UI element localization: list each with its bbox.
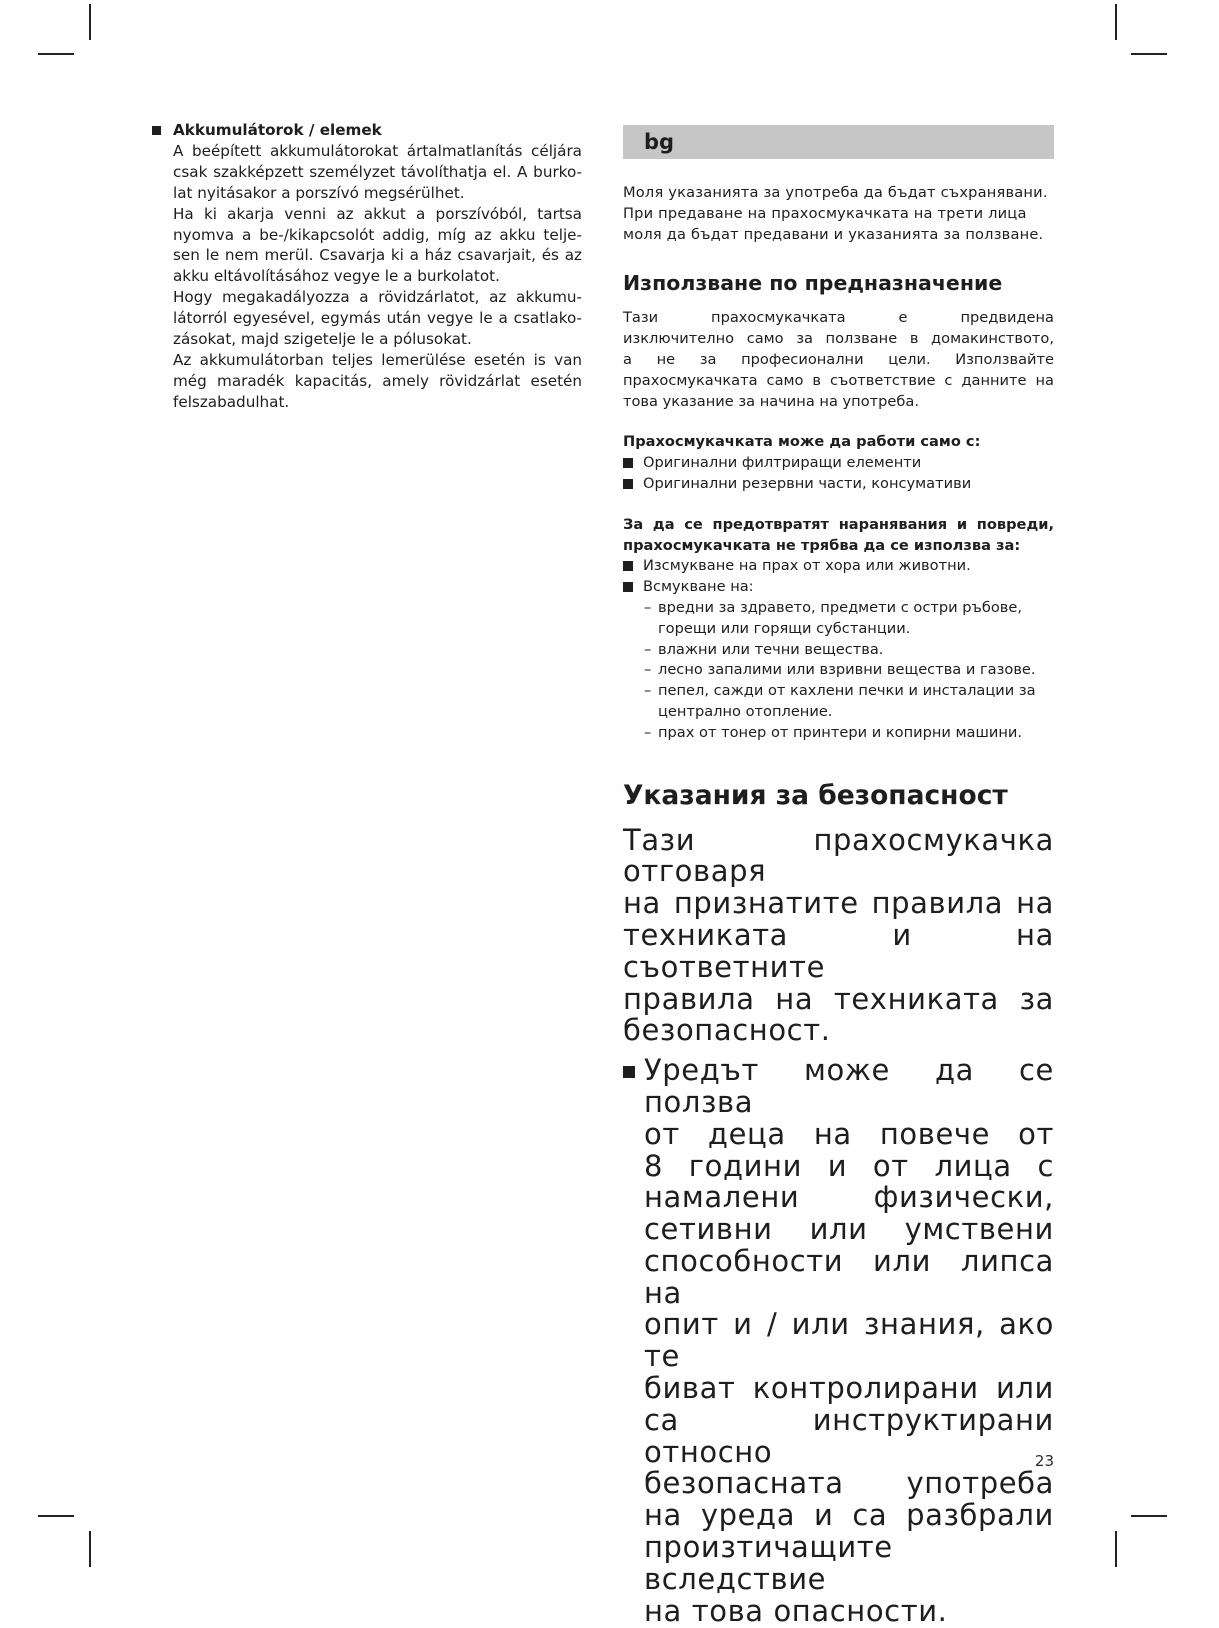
safety-bullet bbox=[623, 1055, 1054, 1627]
text-line: на признатите правила на bbox=[623, 886, 1054, 921]
text-line: безопасност. bbox=[623, 1013, 831, 1048]
text-line: Тази прахосмукачката е предвидена bbox=[623, 309, 1054, 327]
text-line: произтичащите вследствие bbox=[644, 1530, 893, 1596]
page-number: 23 bbox=[1034, 1452, 1054, 1470]
text-line: опит и / или знания, ако те bbox=[644, 1307, 1054, 1374]
text-line: са инструктирани относно bbox=[644, 1402, 1054, 1469]
list-item: Оригинални филтриращи елементи bbox=[623, 453, 1054, 474]
intro-paragraph bbox=[623, 183, 1054, 245]
text-line: а не за професионални цели. Използвайте bbox=[623, 350, 1054, 368]
dash-icon: – bbox=[644, 598, 652, 616]
text-line: felszabadulhat. bbox=[173, 392, 290, 411]
usage-paragraph bbox=[623, 308, 1054, 412]
dash-item bbox=[623, 681, 1054, 723]
dash-item bbox=[623, 660, 1054, 681]
text-line: централно отопление. bbox=[658, 702, 833, 720]
text-line: sen le nem merül. Csavarja ki a ház csavarjait, és az bbox=[173, 246, 582, 265]
text-line: lat nyitásakor a porszívó megsérülhet. bbox=[173, 183, 465, 202]
safety-heading: Указания за безопасност bbox=[623, 779, 1008, 811]
text-line: За да се предотвратят наранявания и повреди, bbox=[623, 515, 1054, 533]
list-item: Изсмукване на прах от хора или животни. bbox=[623, 556, 1054, 577]
text-line: правила на техниката за bbox=[623, 981, 1054, 1016]
text-line: пепел, сажди от кахлени печки и инсталации за bbox=[658, 682, 1036, 700]
list-item: Оригинални резервни части, консумативи bbox=[623, 474, 1054, 495]
text-line: zásokat, majd szigetelje le a pólusokat. bbox=[173, 330, 472, 349]
usage-heading: Използване по предназначение bbox=[623, 271, 1003, 296]
prevent-label bbox=[623, 515, 1054, 557]
text-line: Az akkumulátorban teljes lemerülése esetén is van bbox=[173, 350, 582, 369]
battery-text bbox=[152, 141, 582, 413]
text-line: на уреда и са разбрали bbox=[644, 1498, 1054, 1533]
dash-item bbox=[623, 598, 1054, 640]
text-line: Моля указанията за употреба да бъдат съхранявани. bbox=[623, 184, 1048, 201]
text-line: При предаване на прахосмукачката на трети лица bbox=[623, 204, 1027, 222]
works-with-label: Прахосмукачката може да работи само с: bbox=[623, 433, 981, 451]
text-line: влажни или течни вещества. bbox=[658, 640, 884, 658]
crop-mark bbox=[38, 1515, 74, 1517]
text-line: Уредът може да се ползва bbox=[644, 1053, 1054, 1119]
text-line: látorról egyesével, egymás után vegye le a csatlako- bbox=[173, 309, 582, 328]
crop-mark bbox=[1131, 53, 1167, 55]
text-line: това указание за начина на употреба. bbox=[623, 392, 919, 410]
dash-item bbox=[623, 723, 1054, 744]
dash-icon: – bbox=[644, 682, 652, 700]
text-line: от деца на повече от bbox=[644, 1116, 1054, 1151]
text-line: лесно запалими или взривни вещества и газове. bbox=[658, 661, 1036, 679]
crop-mark bbox=[89, 1531, 91, 1567]
hungarian-section bbox=[152, 120, 582, 413]
text-line: способности или липса на bbox=[644, 1243, 1054, 1310]
text-line: Тази прахосмукачка отговаря bbox=[623, 822, 1054, 889]
crop-mark bbox=[1115, 1531, 1117, 1567]
text-line: még maradék kapacitás, amely rövidzárlat esetén bbox=[173, 371, 582, 390]
dash-icon: – bbox=[644, 723, 652, 741]
text-line: A beépített akkumulátorokat ártalmatlanítás céljára bbox=[173, 141, 582, 160]
dash-icon: – bbox=[644, 661, 652, 679]
text-line: Ha ki akarja venni az akkut a porszívóból, tartsa bbox=[173, 204, 582, 223]
list-item: Всмукване на: bbox=[623, 577, 1054, 598]
bullet-square-icon bbox=[623, 561, 633, 571]
text-line: техниката и на съответните bbox=[623, 917, 1054, 984]
text-line: горещи или горящи субстанции. bbox=[658, 619, 911, 637]
text-line: безопасната употреба bbox=[644, 1466, 1054, 1501]
text-line: nyomva a be-/kikapcsolót addig, míg az akku telje- bbox=[173, 225, 582, 244]
crop-mark bbox=[89, 4, 91, 40]
text-line: моля да бъдат предавани и указанията за ползване. bbox=[623, 225, 1044, 243]
safety-paragraph bbox=[623, 822, 1054, 1048]
bullet-square-icon bbox=[623, 1066, 635, 1078]
crop-mark bbox=[1131, 1515, 1167, 1517]
text-line: биват контролирани или bbox=[644, 1371, 1054, 1406]
language-code: bg bbox=[644, 129, 675, 154]
text-line: akku eltávolításához vegye le a burkolatot. bbox=[173, 267, 500, 286]
crop-mark bbox=[38, 53, 74, 55]
text-line: прахосмукачката само в съответствие с данните на bbox=[623, 371, 1054, 389]
dash-item bbox=[623, 640, 1054, 661]
bullet-square-icon bbox=[623, 458, 633, 468]
text-line: вредни за здравето, предмети с остри ръбове, bbox=[658, 598, 1022, 616]
text-line: прахосмукачката не трябва да се използва за: bbox=[623, 536, 1021, 554]
language-tag-bar bbox=[623, 125, 1054, 159]
text-line: прах от тонер от принтери и копирни машини. bbox=[658, 723, 1022, 741]
battery-heading-row bbox=[152, 120, 582, 141]
text-line: намалени физически, bbox=[644, 1180, 1054, 1215]
bullet-square-icon bbox=[623, 582, 633, 592]
bullet-square-icon bbox=[152, 126, 161, 135]
text-line: Hogy megakadályozza a rövidzárlatot, az akkumu- bbox=[173, 288, 582, 307]
battery-heading: Akkumulátorok / elemek bbox=[173, 121, 382, 139]
bulgarian-section bbox=[623, 125, 1054, 1627]
text-line: csak szakképzett személyzet távolíthatja el. A burko- bbox=[173, 162, 582, 181]
text-line: 8 години и от лица с bbox=[644, 1148, 1054, 1183]
text-line: изключително само за ползване в домакинството, bbox=[623, 330, 1054, 348]
bullet-square-icon bbox=[623, 479, 633, 489]
text-line: на това опасности. bbox=[644, 1593, 948, 1628]
text-line: сетивни или умствени bbox=[644, 1212, 1054, 1247]
dash-icon: – bbox=[644, 640, 652, 658]
crop-mark bbox=[1115, 4, 1117, 40]
